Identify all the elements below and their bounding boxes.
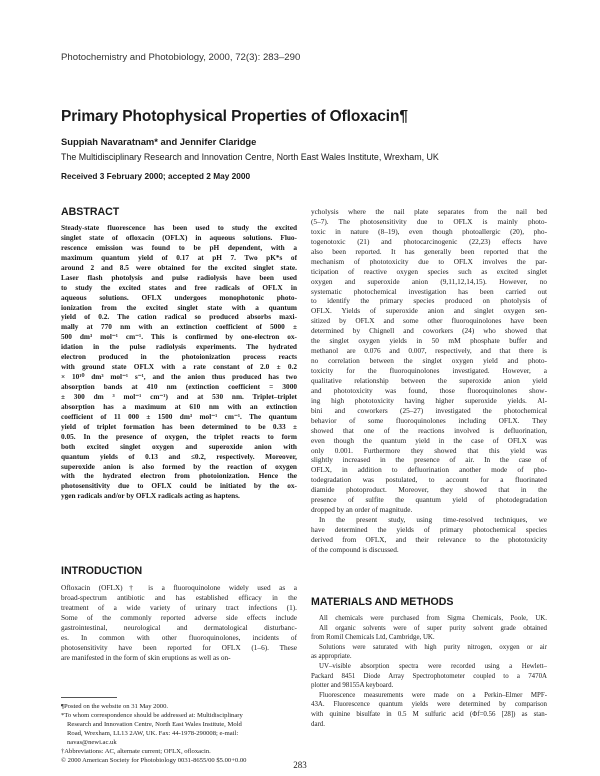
text-line: Laser flash photolysis and pulse radiolysis have been used xyxy=(61,272,297,282)
text-line: Road, Wrexham, LL13 2AW, UK. Fax: 44-1978-290008; e-mail: xyxy=(67,730,239,737)
text-line: Research and Innovation Centre, North East Wales Institute, Mold xyxy=(67,721,242,728)
text-line: UV–visible absorption spectra were recorded using a Hewlett– xyxy=(319,662,547,670)
text-line: qualitative relationship between the superoxide anion yield xyxy=(311,375,547,385)
author-list: Suppiah Navaratnam* and Jennifer Claridge xyxy=(61,136,257,147)
text-line: idation in the pulse radiolysis experiments. The hydrated xyxy=(61,342,297,352)
text-line: Steady-state fluorescence has been used to study the excited xyxy=(61,223,297,232)
affiliation: The Multidisciplinary Research and Innovation Centre, North East Wales Institute, Wrexham, UK xyxy=(61,152,439,162)
text-line: mally at 770 nm with an extinction coefficient of 5000 ± xyxy=(61,322,297,332)
text-line: sitized by OFLX and some other fluoroquinolones have been xyxy=(311,316,547,326)
text-line: 0.05. In the presence of oxygen, the triplet reacts to form xyxy=(61,431,297,441)
text-line: of the compound is discussed. xyxy=(311,544,399,554)
text-line: ionization from the excited singlet state with a quantum xyxy=(61,302,297,312)
text-line: from Romil Chemicals Ltd, Cambridge, UK. xyxy=(311,634,435,642)
text-line: 43A. Fluorescence quantum yields were determined by comparison xyxy=(311,701,547,709)
text-line: aqueous solutions. OFLX undergoes monophotonic photo- xyxy=(61,292,297,302)
introduction-body xyxy=(61,583,297,663)
text-line: both excited singlet oxygen and superoxide anion with xyxy=(61,441,297,451)
right-column-body xyxy=(311,207,547,555)
text-line: singlet state of ofloxacin (OFLX) in aqueous solutions. Fluo- xyxy=(61,232,297,242)
text-line: ycholysis where the nail plate separates from the nail bed xyxy=(311,207,547,216)
text-line: also been reported. It has generally been reported that the xyxy=(311,246,547,256)
text-line: (5–7). The photosensitivity due to OFLX is mainly photo- xyxy=(311,216,547,226)
methods-body xyxy=(311,614,547,729)
text-line: around 2 and 8.5 were obtained for the excited singlet state. xyxy=(61,262,297,272)
text-line: with ground state OFLX with a rate constant of 2.0 ± 0.2 xyxy=(61,362,297,372)
text-line: Ofloxacin (OFLX)† is a fluoroquinolone widely used as a xyxy=(61,583,297,592)
text-line: *To whom correspondence should be addressed at: Multidisciplinary xyxy=(61,712,243,719)
text-line: All chemicals were purchased from Sigma Chemicals, Poole, UK. xyxy=(319,615,547,622)
text-line: determined by Chignell and coworkers (24) who showed that xyxy=(311,326,547,336)
text-line: as appropriate. xyxy=(311,653,352,661)
text-line: to study the excited states and free radicals of OFLX in xyxy=(61,282,297,292)
text-line: dard. xyxy=(311,720,325,728)
text-line: 500 dm³ mol⁻¹ cm⁻¹. This is confirmed by one-electron ox- xyxy=(61,332,297,342)
text-line: Solutions were saturated with high purity nitrogen, oxygen or air xyxy=(319,643,547,651)
text-line: absorption has a maximum at 610 nm with an extinction xyxy=(61,401,297,411)
text-line: maximum quantum yield of 0.17 at pH 7. Two pK*s of xyxy=(61,252,297,262)
text-line: are manifested in the form of skin eruptions as well as on- xyxy=(61,652,231,662)
text-line: ¶Posted on the website on 31 May 2000. xyxy=(61,703,169,710)
text-line: †Abbreviations: AC, alternate current; OFLX, ofloxacin. xyxy=(61,748,211,755)
text-line: Packard 8451 Diode Array Spectrophotometer coupled to a 7470A xyxy=(311,672,547,680)
abstract-body xyxy=(61,223,297,501)
text-line: plotter and 98155A keyboard. xyxy=(311,682,394,690)
text-line: yield of 0.2. The cation radical so produced absorbs maxi- xyxy=(61,312,297,322)
text-line: electron produced in the photoionization process reacts xyxy=(61,352,297,362)
text-line: navas@newi.ac.uk xyxy=(67,739,117,746)
text-line: In the present study, using time-resolved techniques, we xyxy=(319,515,547,525)
text-line: the singlet oxygen yields in 50 mM phosphate buffer and xyxy=(311,336,547,346)
text-line: even though the quantum yield in the case of OFLX was xyxy=(311,435,547,445)
text-line: have determined the yields of primary photochemical species xyxy=(311,525,547,534)
text-line: methanol are 0.076 and 0.007, respectively, and that there is xyxy=(311,346,547,356)
text-line: slightly increased in the presence of air. In the case of xyxy=(311,455,547,465)
text-line: quantum yields of 0.13 and ≤0.2, respectively. Moreover, xyxy=(61,451,297,461)
text-line: Some of the commonly reported adverse side effects include xyxy=(61,612,297,622)
text-line: es. In common with other fluoroquinolones, incidents of xyxy=(61,632,297,642)
text-line: coefficient of 11 000 ± 1500 dm³ mol⁻¹ cm⁻¹. The quantum xyxy=(61,411,297,421)
text-line: rescence emission was found to be pH dependent, with a xyxy=(61,242,297,252)
received-dates: Received 3 February 2000; accepted 2 May 2000 xyxy=(61,171,251,181)
journal-citation: Photochemistry and Photobiology, 2000, 72(3): 283–290 xyxy=(61,52,301,63)
text-line: yield of triplet formation has been determined to be 0.33 ± xyxy=(61,421,297,431)
text-line: ygen radicals and/or by OFLX radicals acting as haptens. xyxy=(61,491,240,501)
text-line: oxygen and superoxide anion (9,11,12,14,15). However, no xyxy=(311,276,547,286)
text-line: superoxide anion is also formed by the reaction of oxygen xyxy=(61,461,297,471)
text-line: ticipation of reactive oxygen species such as excited singlet xyxy=(311,266,547,276)
text-line: OFLX, in addition to defluorination another mode of pho- xyxy=(311,465,547,475)
text-line: broad-spectrum antibiotic and has established efficacy in the xyxy=(61,592,297,602)
text-line: and phototoxicity was found, those fluoroquinolones show- xyxy=(311,385,547,395)
page-number: 283 xyxy=(293,760,307,770)
text-line: dropped by an order of magnitude. xyxy=(311,505,413,515)
text-line: to identify the primary species produced on photolysis of xyxy=(311,296,547,306)
text-line: photosensitivity have been reported for OFLX (1–6). These xyxy=(61,642,297,652)
text-line: with the hydrated electron from photoionization. Hence the xyxy=(61,471,297,481)
text-line: © 2000 American Society for Photobiology 0031-8655/00 $5.00+0.00 xyxy=(61,757,247,764)
text-line: behavior of some fluoroquinolones including OFLX. They xyxy=(311,415,547,425)
text-line: absorption bands at 410 nm (extinction coefficient = 3000 xyxy=(61,382,297,391)
text-line: gastrointestinal, neurological and dermatological disturbanc- xyxy=(61,622,297,632)
footnotes xyxy=(61,702,297,765)
text-line: systematic photochemical investigation has been carried out xyxy=(311,286,547,296)
abstract-heading: ABSTRACT xyxy=(61,206,120,218)
text-line: photosensitivity due to OFLX could be initiated by the ox- xyxy=(61,481,297,491)
text-line: bini and coworkers (25–27) investigated the photochemical xyxy=(311,405,547,415)
text-line: showed that one of the reactions involved is defluorination, xyxy=(311,425,547,435)
introduction-heading: INTRODUCTION xyxy=(61,565,143,577)
text-line: only 0.001. Furthermore they showed that this yield was xyxy=(311,445,547,455)
text-line: todegradation was postulated, to account for a fluorinated xyxy=(311,475,547,485)
text-line: × 10¹⁰ dm³ mol⁻¹ s⁻¹, and the anion thus produced has two xyxy=(61,372,297,382)
text-line: ing high phototoxicity having higher superoxide yields. Al- xyxy=(311,395,547,405)
article-title: Primary Photophysical Properties of Ofloxacin¶ xyxy=(61,108,408,125)
text-line: toxic in nature (8–19), even though photoallergic (20), pho- xyxy=(311,226,547,236)
text-line: treatment of a wide variety of urinary tract infections (1). xyxy=(61,602,297,612)
text-line: derived from OFLX, and their relevance to the phototoxicity xyxy=(311,534,547,544)
text-line: presence of sulfite the quantum yield of photodegradation xyxy=(311,495,547,505)
text-line: Fluorescence measurements were made on a Perkin–Elmer MPF- xyxy=(319,691,547,699)
text-line: ± 300 dm ³ mol⁻¹ cm⁻¹) and at 530 nm. Triplet–triplet xyxy=(61,391,297,401)
text-line: with quinine bisulfate in 0.5 M sulfuric acid (Φf=0.56 [28]) as stan- xyxy=(311,710,547,718)
footnote-divider xyxy=(61,697,117,698)
text-line: togenotoxic (21) and photocarcinogenic (22,23) effects have xyxy=(311,236,547,246)
text-line: diamide photoproduct. Moreover, they showed that in the xyxy=(311,485,547,495)
methods-heading: MATERIALS AND METHODS xyxy=(311,596,454,608)
text-line: no correlation between the singlet oxygen yield and photo- xyxy=(311,356,547,366)
text-line: toxicity for the fluoroquinolones investigated. However, a xyxy=(311,366,547,375)
text-line: All organic solvents were of super purity solvent grade obtained xyxy=(319,624,547,632)
text-line: mechanism of phototoxicity due to OFLX involves the par- xyxy=(311,256,547,266)
text-line: OFLX. Yields of superoxide anion and singlet oxygen sen- xyxy=(311,306,547,316)
